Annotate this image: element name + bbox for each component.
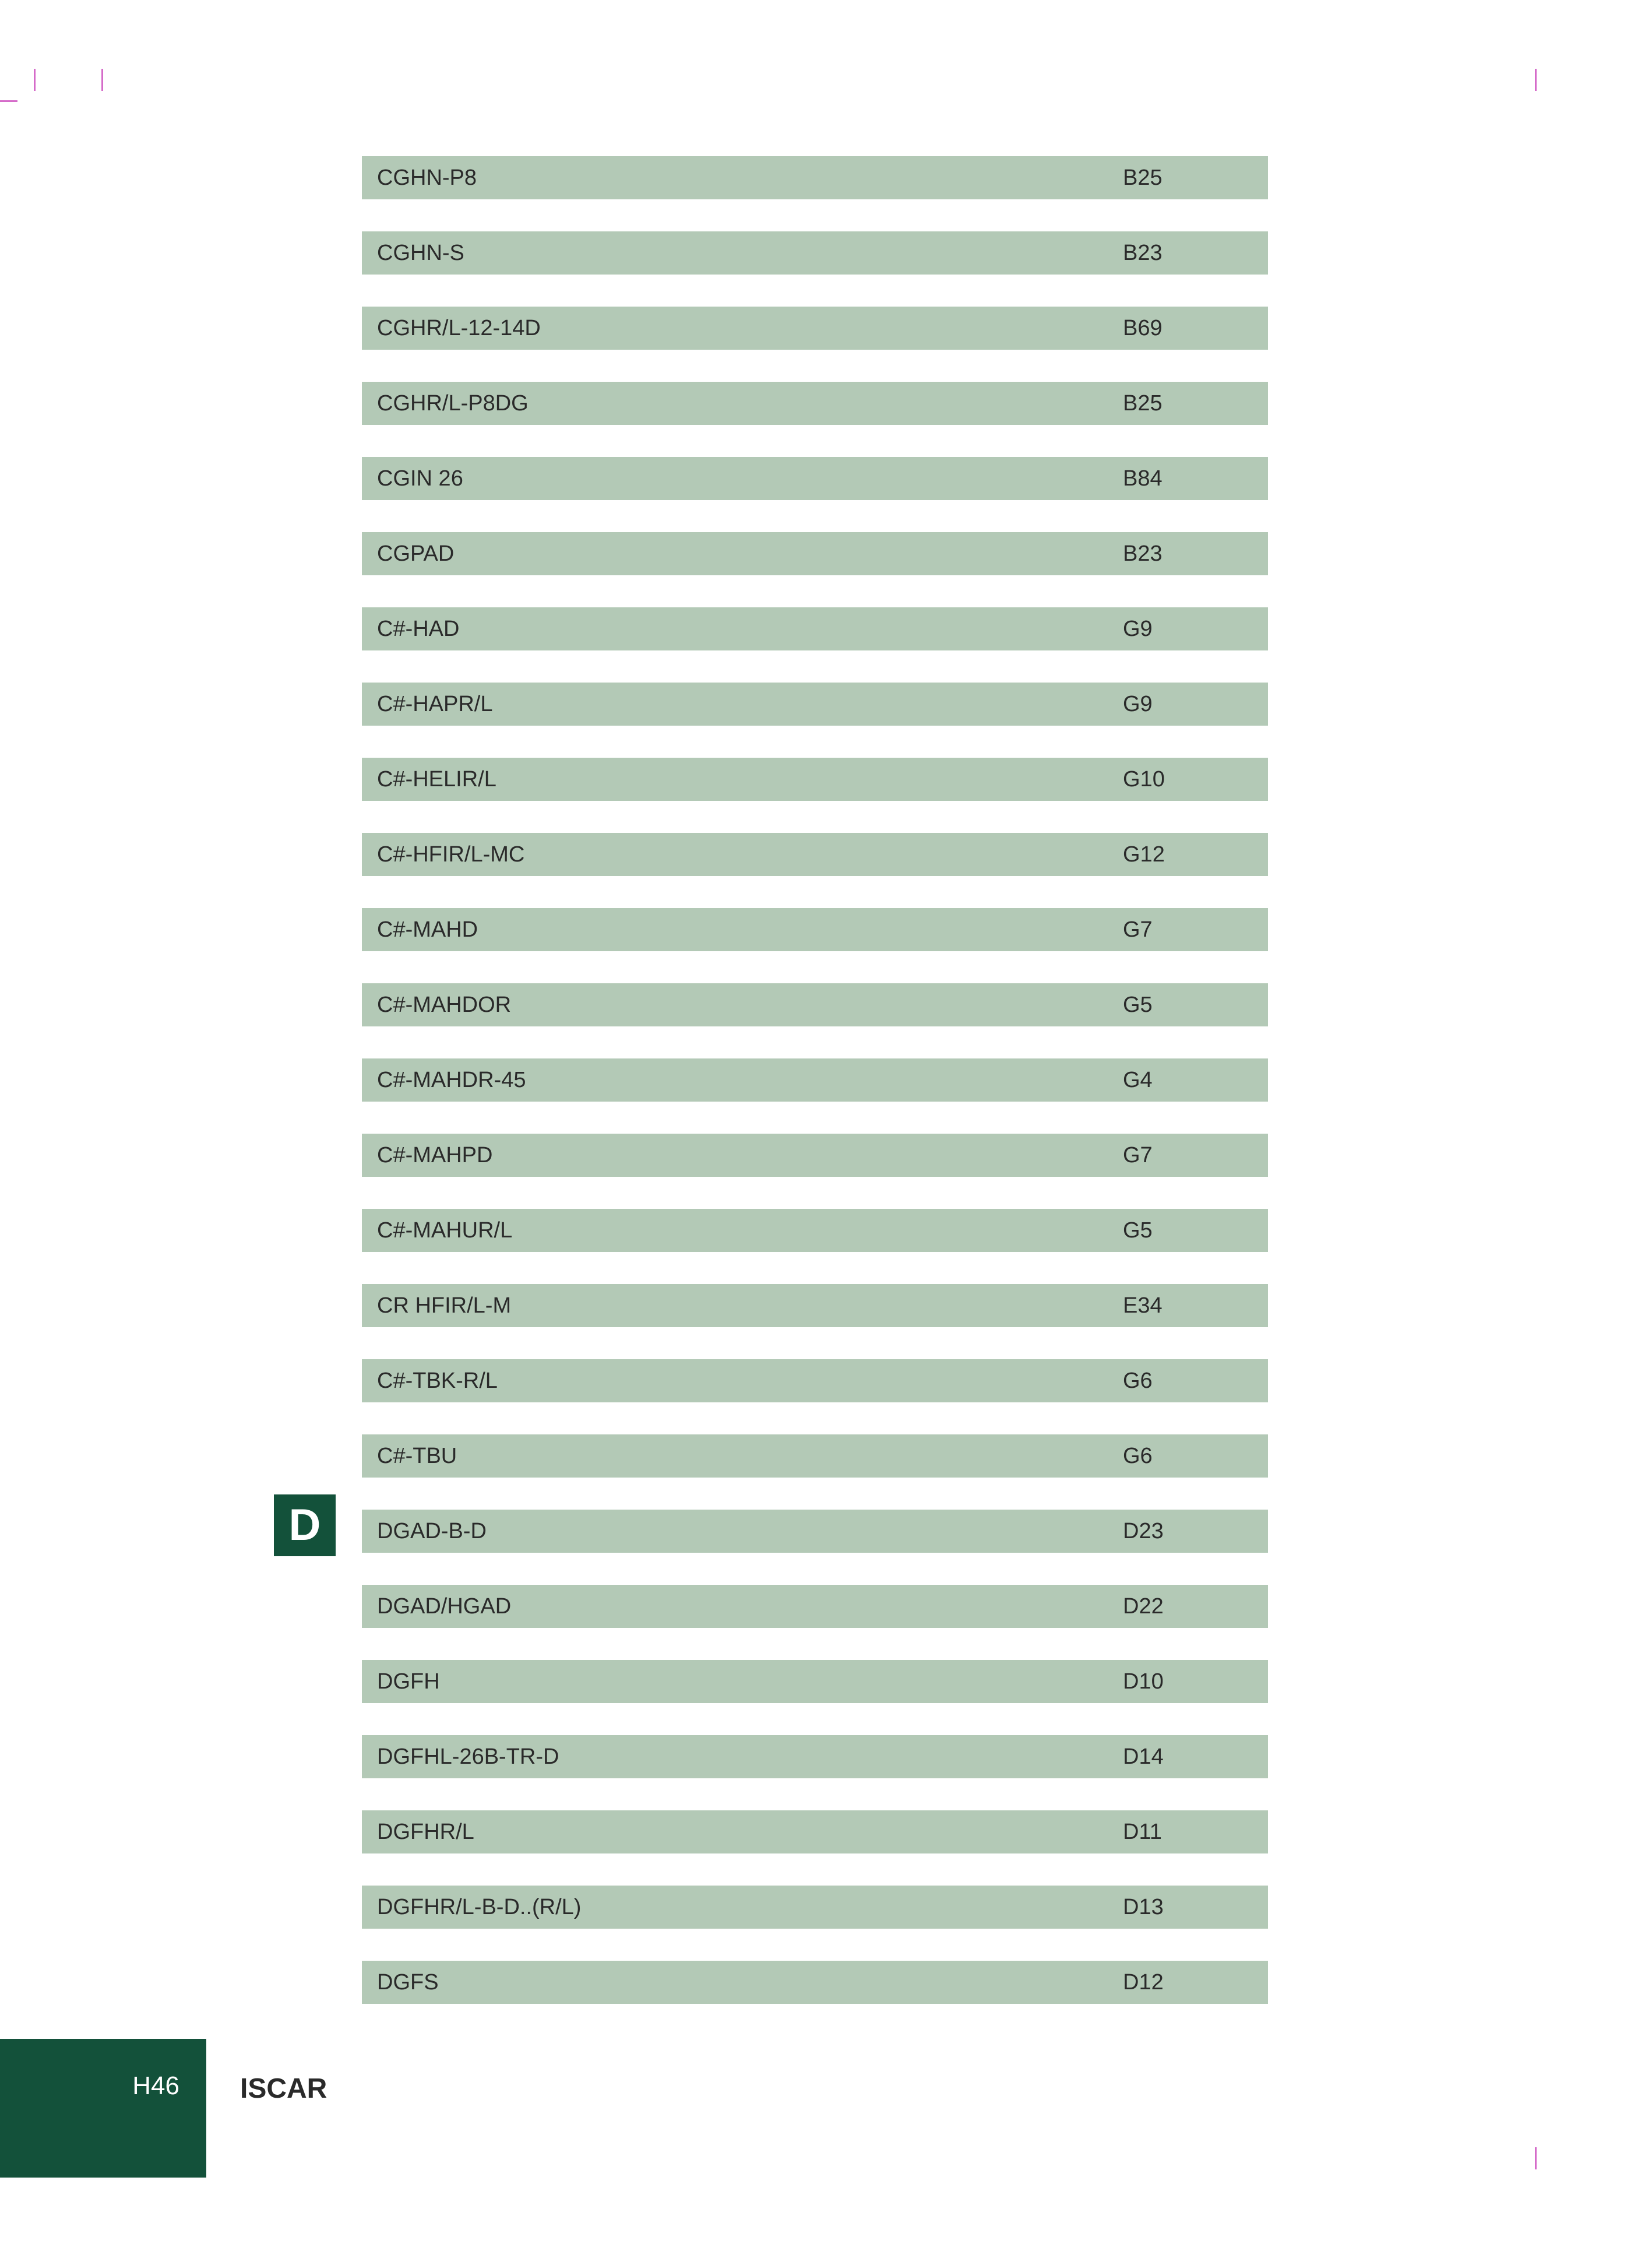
index-code: DGFHR/L (377, 1820, 474, 1844)
index-code: CGHR/L-P8DG (377, 391, 529, 416)
index-page-ref[interactable]: D12 (1123, 1970, 1164, 1995)
index-code: C#-HFIR/L-MC (377, 842, 525, 867)
index-code: C#-MAHDR-45 (377, 1068, 526, 1092)
index-row[interactable] (362, 758, 1268, 801)
index-row[interactable] (362, 307, 1268, 350)
index-row[interactable] (362, 683, 1268, 726)
index-code: C#-MAHPD (377, 1143, 493, 1167)
brand-name: ISCAR (240, 2073, 327, 2104)
index-page-ref[interactable]: G7 (1123, 1143, 1153, 1167)
index-code: DGAD/HGAD (377, 1594, 512, 1619)
index-code: C#-HAD (377, 617, 460, 641)
index-list (362, 156, 1268, 2036)
page-number: H46 (132, 2071, 179, 2100)
index-code: C#-MAHUR/L (377, 1218, 513, 1243)
index-page-ref[interactable]: G5 (1123, 993, 1153, 1017)
index-page-ref[interactable]: G6 (1123, 1444, 1153, 1468)
index-row[interactable] (362, 607, 1268, 650)
index-code: CGPAD (377, 541, 455, 566)
index-row[interactable] (362, 1510, 1268, 1553)
index-row[interactable] (362, 1284, 1268, 1327)
index-code: CGHN-P8 (377, 166, 477, 190)
footer-page-block (0, 2039, 206, 2178)
index-page-ref[interactable]: G7 (1123, 917, 1153, 942)
index-code: C#-MAHD (377, 917, 478, 942)
index-page-ref[interactable]: B69 (1123, 316, 1163, 340)
index-page-ref[interactable]: B25 (1123, 391, 1163, 416)
index-code: DGFS (377, 1970, 439, 1995)
index-page-ref[interactable]: B23 (1123, 241, 1163, 265)
index-page-ref[interactable]: B84 (1123, 466, 1163, 491)
index-row[interactable] (362, 1058, 1268, 1102)
index-page-ref[interactable]: D22 (1123, 1594, 1164, 1619)
index-page-ref[interactable]: E34 (1123, 1293, 1163, 1318)
index-code: DGAD-B-D (377, 1519, 487, 1543)
crop-mark (34, 69, 36, 91)
index-code: DGFHL-26B-TR-D (377, 1744, 559, 1769)
index-code: C#-MAHDOR (377, 993, 512, 1017)
index-page-ref[interactable]: D11 (1123, 1820, 1162, 1844)
index-row[interactable] (362, 532, 1268, 575)
index-page-ref[interactable]: G9 (1123, 692, 1153, 716)
index-row[interactable] (362, 457, 1268, 500)
index-page-ref[interactable]: D10 (1123, 1669, 1164, 1694)
index-code: C#-TBK-R/L (377, 1369, 498, 1393)
crop-mark (1535, 69, 1537, 91)
index-code: CGIN 26 (377, 466, 463, 491)
index-page-ref[interactable]: D14 (1123, 1744, 1164, 1769)
index-code: CGHR/L-12-14D (377, 316, 541, 340)
index-page-ref[interactable]: D13 (1123, 1895, 1164, 1919)
index-code: DGFHR/L-B-D..(R/L) (377, 1895, 582, 1919)
index-row[interactable] (362, 1810, 1268, 1853)
index-page-ref[interactable]: B23 (1123, 541, 1163, 566)
index-page-ref[interactable]: B25 (1123, 166, 1163, 190)
index-row[interactable] (362, 231, 1268, 275)
index-code: CR HFIR/L-M (377, 1293, 512, 1318)
index-row[interactable] (362, 1735, 1268, 1778)
index-page-ref[interactable]: G6 (1123, 1369, 1153, 1393)
index-row[interactable] (362, 1209, 1268, 1252)
index-page-ref[interactable]: G10 (1123, 767, 1165, 792)
index-page-ref[interactable]: G12 (1123, 842, 1165, 867)
index-code: C#-HAPR/L (377, 692, 493, 716)
index-row[interactable] (362, 1585, 1268, 1628)
index-row[interactable] (362, 1886, 1268, 1929)
index-row[interactable] (362, 1134, 1268, 1177)
index-code: C#-TBU (377, 1444, 457, 1468)
index-row[interactable] (362, 833, 1268, 876)
crop-mark (101, 69, 103, 91)
index-page-ref[interactable]: G5 (1123, 1218, 1153, 1243)
crop-mark (0, 100, 17, 102)
index-code: CGHN-S (377, 241, 464, 265)
section-tab-d[interactable]: D (274, 1494, 336, 1556)
index-row[interactable] (362, 382, 1268, 425)
index-page-ref[interactable]: G9 (1123, 617, 1153, 641)
index-row[interactable] (362, 983, 1268, 1026)
index-row[interactable] (362, 1434, 1268, 1478)
index-code: DGFH (377, 1669, 440, 1694)
index-page-ref[interactable]: G4 (1123, 1068, 1153, 1092)
index-row[interactable] (362, 1660, 1268, 1703)
index-row[interactable] (362, 156, 1268, 199)
crop-mark (1535, 2147, 1537, 2169)
index-page-ref[interactable]: D23 (1123, 1519, 1164, 1543)
index-row[interactable] (362, 1961, 1268, 2004)
index-code: C#-HELIR/L (377, 767, 496, 792)
index-row[interactable] (362, 1359, 1268, 1402)
index-row[interactable] (362, 908, 1268, 951)
